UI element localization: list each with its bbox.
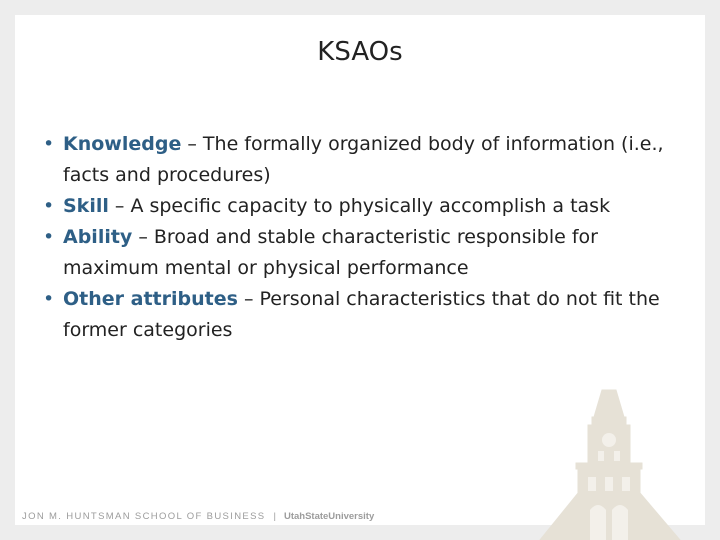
footer-school-name: JON M. HUNTSMAN SCHOOL OF BUSINESS — [22, 511, 266, 522]
bullet-term: Ability — [63, 226, 133, 248]
bullet-item-other-attributes — [43, 284, 673, 346]
bullet-text: – The formally organized body of information (i.e., facts and procedures) — [63, 133, 664, 186]
footer-university-name: UtahStateUniversity — [283, 511, 375, 522]
footer-separator: | — [273, 511, 276, 522]
bullet-term: Knowledge — [63, 133, 182, 155]
slide-title: KSAOs — [317, 37, 403, 67]
bullet-text: – Broad and stable characteristic responsible for maximum mental or physical performance — [63, 226, 598, 279]
bullet-dot-icon: • — [43, 288, 55, 310]
bullet-term: Skill — [63, 195, 109, 217]
old-main-tower-icon — [520, 385, 720, 540]
bullet-list — [43, 129, 673, 346]
bullet-item-skill — [43, 191, 673, 222]
bullet-text: – A specific capacity to physically accomplish a task — [108, 195, 611, 217]
footer-branding — [22, 511, 374, 522]
bullet-dot-icon: • — [43, 195, 55, 217]
bullet-text: – Personal characteristics that do not fit the former categories — [63, 288, 660, 341]
bullet-dot-icon: • — [43, 133, 55, 155]
bullet-dot-icon: • — [43, 226, 55, 248]
bullet-item-ability — [43, 222, 673, 284]
bullet-item-knowledge — [43, 129, 673, 191]
bullet-term: Other attributes — [63, 288, 238, 310]
